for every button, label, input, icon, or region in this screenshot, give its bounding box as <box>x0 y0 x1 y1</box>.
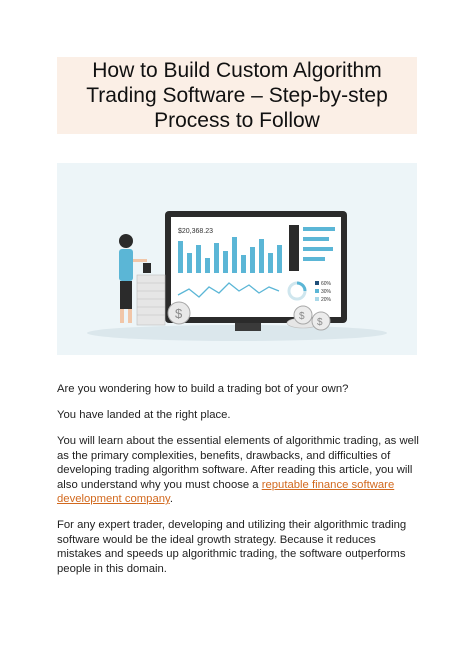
svg-text:$: $ <box>299 311 305 322</box>
screen-hbar <box>303 227 335 231</box>
screen-bar <box>259 239 264 273</box>
screen-bar <box>232 237 237 273</box>
screen-bar <box>196 245 201 273</box>
screen-hbar <box>303 257 325 261</box>
screen-bar <box>241 255 246 273</box>
intro-question: Are you wondering how to build a trading bot of your own? <box>57 383 349 395</box>
hero-illustration <box>57 163 417 355</box>
screen-bar <box>178 241 183 273</box>
screen-hbar <box>303 247 333 251</box>
legend-item: 30% <box>321 289 332 295</box>
legend-item: 20% <box>321 297 332 303</box>
overview-paragraph <box>57 434 419 507</box>
trading-illustration <box>57 163 417 355</box>
finance-software-company-link[interactable]: reputable finance software development company <box>57 478 395 505</box>
title-line-3: Process to Follow <box>154 109 320 132</box>
screen-bar <box>187 253 192 273</box>
screen-bar <box>223 251 228 273</box>
page-title <box>57 58 417 133</box>
coin-stack-left <box>137 275 165 325</box>
overview-text: You will learn about the essential elements of algorithmic trading, as well as the primary complexities, benefits, drawbacks, and difficulties of developing trading algorithm software. After reading this article, you will also understand why you must choose a <box>57 435 419 491</box>
overview-period: . <box>169 493 173 505</box>
screen-bar <box>268 253 273 273</box>
svg-text:$: $ <box>175 306 183 321</box>
screen-bar <box>277 245 282 273</box>
screen-bar <box>205 258 210 273</box>
dollar-coin-icon <box>168 302 190 324</box>
screen-side-panel <box>289 225 299 271</box>
svg-text:$: $ <box>317 317 323 328</box>
screen-bar <box>250 247 255 273</box>
screen-legend <box>315 281 332 303</box>
legend-item: 60% <box>321 281 332 287</box>
title-line-1: How to Build Custom Algorithm <box>92 59 382 82</box>
screen-hbar <box>303 237 329 241</box>
screen-bar <box>214 243 219 273</box>
expert-trader-paragraph: For any expert trader, developing and utilizing their algorithmic trading software would be the ideal growth strategy. Because it reduces mistakes and speeds up algorithmic trading, the software outperforms people in this domain. <box>57 519 407 575</box>
title-line-2: Trading Software – Step-by-step <box>86 84 388 107</box>
monitor-stand <box>235 323 261 331</box>
screen-value: $20,368.23 <box>178 228 214 235</box>
intro-answer: You have landed at the right place. <box>57 409 231 421</box>
